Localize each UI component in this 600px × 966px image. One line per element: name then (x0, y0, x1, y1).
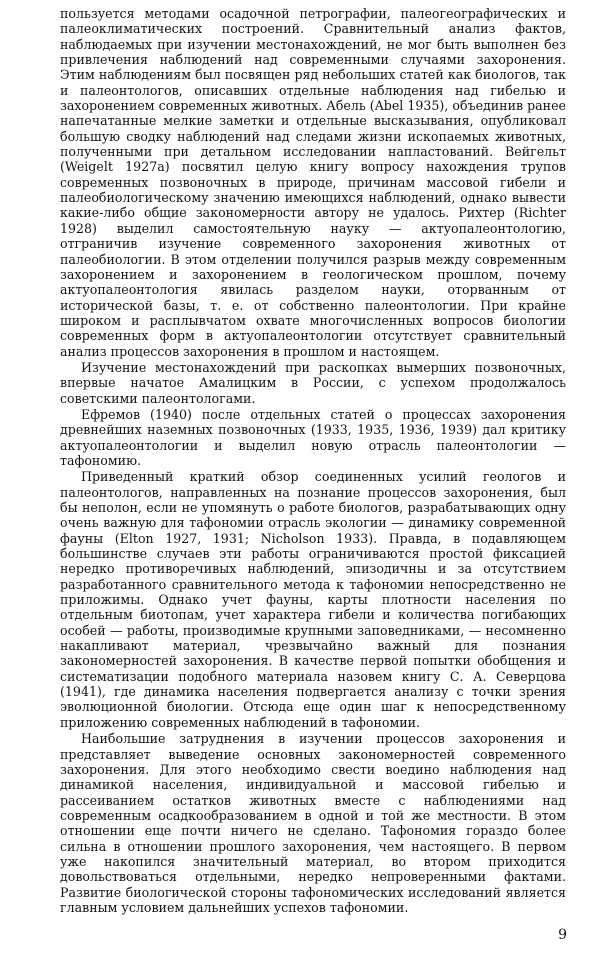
paragraph-difficulties: Наибольшие затруднения в изучении процессов захоронения и представляет выведение основных закономерностей современного захоронения. Для этого необходимо свести воедино наблюдения над динамикой населения, индивидуальной и массовой гибелью и рассеиванием остатков животных вместе с наблюдениями над современным осадкообразованием в одной и той же местности. В этом отношении еще почти ничего не сделано. Тафономия гораздо более сильна в отношении прошлого захоронения, чем настоящего. В первом уже накопился значительный материал, во втором приходится довольствоваться отдельными, нередко непроверенными фактами. Развитие биологической стороны тафономических исследований является главным условием дальнейших успехов тафономии. (60, 731, 566, 915)
paragraph-efremov: Ефремов (1940) после отдельных статей о процессах захоронения древнейших наземных позвоночных (1933, 1935, 1936, 1939) дал критику актуопалеонтологии и выделил новую отрасль палеонтологии — тафономию. (60, 406, 566, 468)
paragraph-overview: Приведенный краткий обзор соединенных усилий геологов и палеонтологов, направленных на познание процессов захоронения, был бы неполон, если не упомянуть о работе биологов, разрабатывающих одну очень важную для тафономии отрасль экологии — динамику современной фауны (Elton 1927, 1931; Nicholson 1933). Правда, в подавляющем большинстве случаев эти работы ограничиваются простой фиксацией нередко противоречивых наблюдений, эпизодичны и за отсутствием разработанного сравнительного метода к тафономии непосредственно не приложимы. Однако учет фауны, карты плотности населения по отдельным биотопам, учет характера гибели и количества погибающих особей — работы, производимые крупными заповедниками, — несомненно накапливают материал, чрезвычайно важный для познания закономерностей захоронения. В качестве первой попытки обобщения и систематизации подобного материала назовем книгу С. А. Северцова (1941), где динамика населения подвергается анализу с точки зрения эволюционной биологии. Отсюда еще один шаг к непосредственному приложению современных наблюдений в тафономии. (60, 469, 566, 730)
page-number: 9 (558, 927, 567, 943)
paragraph-continuation: пользуется методами осадочной петрографии, палеогеографических и палеоклиматических построений. Сравнительный анализ фактов, наблюдаемых при изучении местонахождений, не мог быть выполнен без привлечения наблюдений над современными случаями захоронения. Этим наблюдениям был посвящен ряд небольших статей как биологов, так и палеонтологов, описавших отдельные наблюдения над гибелью и захоронением современных животных. Абель (Abel 1935), объединив ранее напечатанные мелкие заметки и отдельные высказывания, опубликовал большую сводку наблюдений над следами жизни ископаемых животных, полученными при детальном исследовании напластований. Вейгельт (Weigelt 1927а) посвятил целую книгу вопросу нахождения трупов современных позвоночных в природе, причинам массовой гибели и палеобиологическому значению имеющихся наблюдений, однако вывести какие-либо общие закономерности автору не удалось. Рихтер (Richter 1928) выделил самостоятельную науку — актуопалеонтологию, отграничив изучение современного захоронения животных от палеобиологии. В этом отделении получился разрыв между современным захоронением и захоронением в геологическом прошлом, почему актуопалеонтология явилась разделом науки, оторванным от исторической базы, т. е. от собственно палеонтологии. При крайне широком и расплывчатом охвате многочисленных вопросов биологии современных форм в актуопалеонтологии отсутствует сравнительный анализ процессов захоронения в прошлом и настоящем. (60, 6, 566, 359)
paragraph-amalitsky: Изучение местонахождений при раскопках вымерших позвоночных, впервые начатое Амалицким в России, с успехом продолжалось советскими палеонтологами. (60, 359, 566, 406)
text-column (60, 6, 566, 915)
